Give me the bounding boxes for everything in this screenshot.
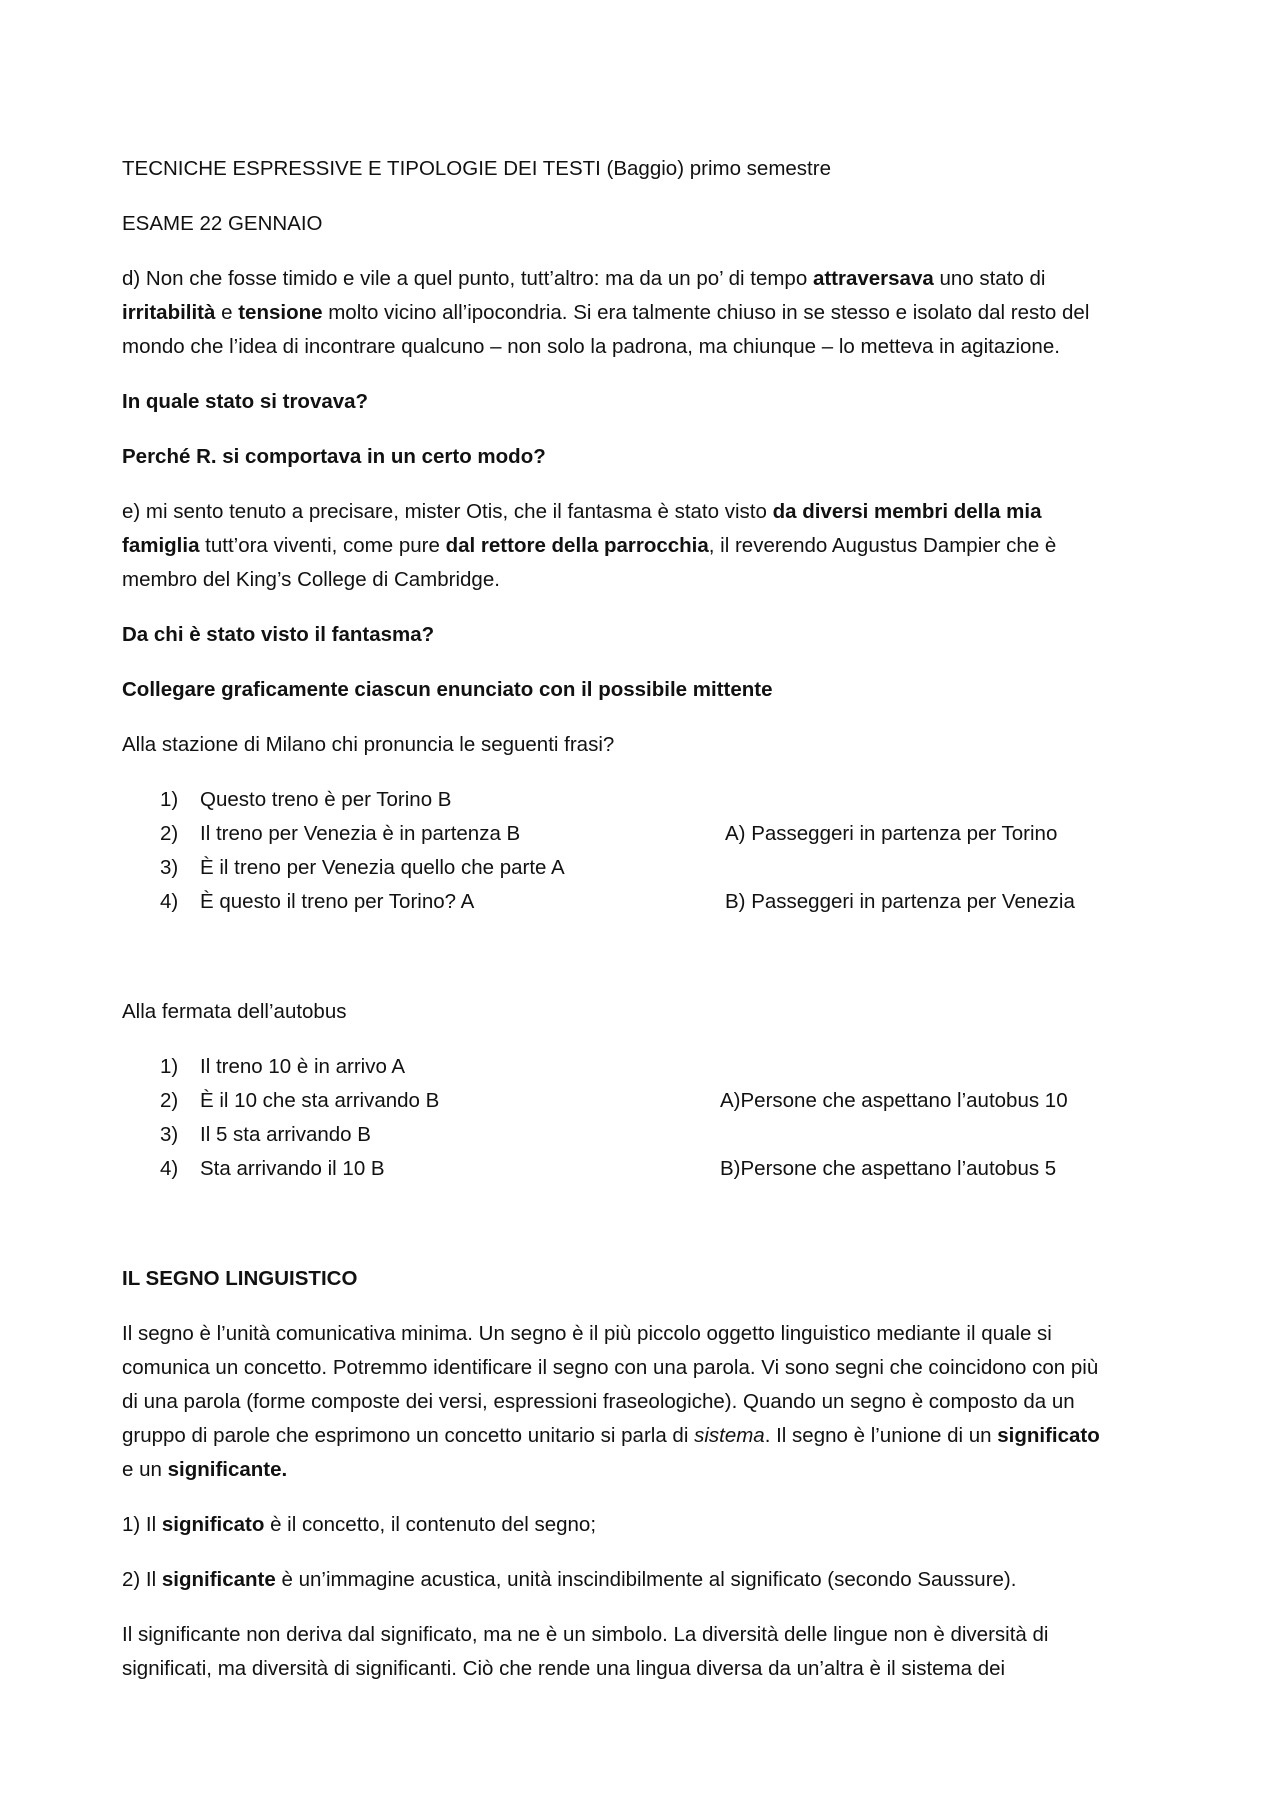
- question-behaviour: Perché R. si comportava in un certo modo?: [122, 445, 546, 468]
- list-item: Il 5 sta arrivando B: [200, 1123, 371, 1146]
- list-number: 3): [160, 1123, 179, 1146]
- segno-line: e un significante.: [122, 1458, 288, 1481]
- question-state: In quale stato si trovava?: [122, 390, 369, 413]
- segno-paragraph-line: Il significante non deriva dal significato, ma ne è un simbolo. La diversità delle lingue non è diversità di: [122, 1623, 1049, 1646]
- list-item: È questo il treno per Torino? A: [200, 890, 475, 913]
- segno-line: di una parola (forme composte dei versi, espressioni fraseologiche). Quando un segno è composto da un: [122, 1390, 1075, 1413]
- segno-line: comunica un concetto. Potremmo identificare il segno con una parola. Vi sono segni che coincidono con più: [122, 1356, 1099, 1379]
- list-item: È il 10 che sta arrivando B: [200, 1089, 440, 1112]
- passage-d-line: irritabilità e tensione molto vicino all’ipocondria. Si era talmente chiuso in se stesso e isolato dal resto del: [122, 301, 1090, 324]
- document-title: TECNICHE ESPRESSIVE E TIPOLOGIE DEI TESTI (Baggio) primo semestre: [122, 157, 831, 180]
- segno-line: Il segno è l’unità comunicativa minima. Un segno è il più piccolo oggetto linguistico mediante il quale si: [122, 1322, 1052, 1345]
- autobus-intro: Alla fermata dell’autobus: [122, 1000, 347, 1023]
- list-number: 4): [160, 1157, 179, 1180]
- milano-option-a: A) Passeggeri in partenza per Torino: [725, 822, 1058, 845]
- passage-d-line: d) Non che fosse timido e vile a quel punto, tutt’altro: ma da un po’ di tempo attraversava uno stato di: [122, 267, 1046, 290]
- list-number: 2): [160, 1089, 179, 1112]
- passage-e-line: membro del King’s College di Cambridge.: [122, 568, 500, 591]
- milano-intro: Alla stazione di Milano chi pronuncia le seguenti frasi?: [122, 733, 615, 756]
- section-heading: IL SEGNO LINGUISTICO: [122, 1267, 358, 1290]
- list-item: Il treno 10 è in arrivo A: [200, 1055, 406, 1078]
- list-item: Questo treno è per Torino B: [200, 788, 452, 811]
- list-number: 1): [160, 1055, 179, 1078]
- segno-paragraph-line: significati, ma diversità di significanti. Ciò che rende una lingua diversa da un’altra è il sistema dei: [122, 1657, 1006, 1680]
- list-item: Sta arrivando il 10 B: [200, 1157, 385, 1180]
- passage-d-line: mondo che l’idea di incontrare qualcuno – non solo la padrona, ma chiunque – lo metteva in agitazione.: [122, 335, 1060, 358]
- milano-option-b: B) Passeggeri in partenza per Venezia: [725, 890, 1075, 913]
- definition-significato: 1) Il significato è il concetto, il contenuto del segno;: [122, 1513, 597, 1536]
- list-number: 1): [160, 788, 179, 811]
- exam-date: ESAME 22 GENNAIO: [122, 212, 323, 235]
- list-item: È il treno per Venezia quello che parte A: [200, 856, 565, 879]
- definition-significante: 2) Il significante è un’immagine acustica, unità inscindibilmente al significato (secondo Saussure).: [122, 1568, 1017, 1591]
- autobus-option-b: B)Persone che aspettano l’autobus 5: [720, 1157, 1057, 1180]
- segno-line: gruppo di parole che esprimono un concetto unitario si parla di sistema. Il segno è l’unione di un significato: [122, 1424, 1100, 1447]
- autobus-option-a: A)Persone che aspettano l’autobus 10: [720, 1089, 1068, 1112]
- passage-e-line: e) mi sento tenuto a precisare, mister Otis, che il fantasma è stato visto da diversi membri della mia: [122, 500, 1042, 523]
- list-number: 3): [160, 856, 179, 879]
- instruction: Collegare graficamente ciascun enunciato con il possibile mittente: [122, 678, 773, 701]
- list-item: Il treno per Venezia è in partenza B: [200, 822, 521, 845]
- list-number: 2): [160, 822, 179, 845]
- list-number: 4): [160, 890, 179, 913]
- passage-e-line: famiglia tutt’ora viventi, come pure dal rettore della parrocchia, il reverendo Augustus Dampier che è: [122, 534, 1057, 557]
- question-ghost: Da chi è stato visto il fantasma?: [122, 623, 435, 646]
